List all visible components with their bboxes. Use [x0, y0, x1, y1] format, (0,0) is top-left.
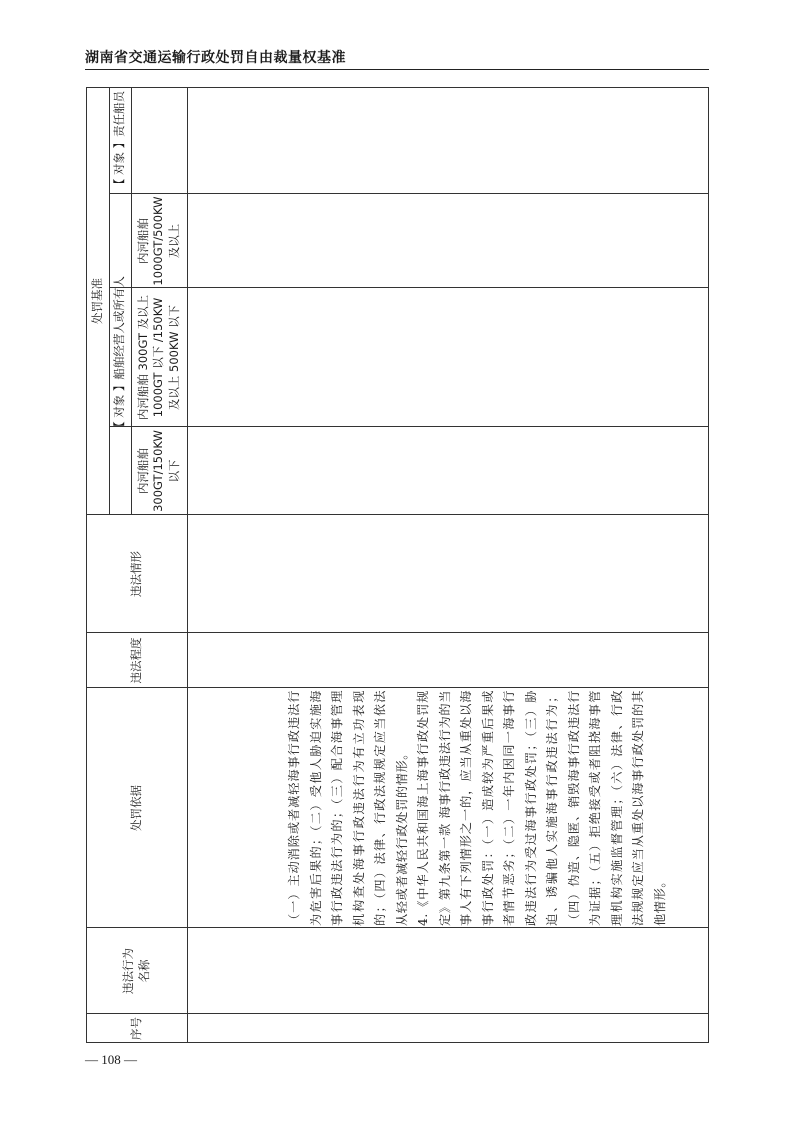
header-basis: 处罚依据 — [128, 785, 143, 831]
penalty-basis-text — [284, 688, 667, 928]
table-border-bottom — [708, 87, 709, 1043]
target-owner-label: 【 对象 】船舶经营人或所有人 — [112, 276, 127, 433]
header-violation-name: 违法行为名称 — [120, 948, 151, 994]
document-header-title: 湖南省交通运输行政处罚自由裁量权基准 — [85, 50, 346, 66]
standard-col-divider-1 — [109, 426, 709, 427]
penalty-standard-table — [86, 87, 709, 1043]
header-degree: 违法程度 — [128, 637, 143, 684]
standard-col-small-vessel: 内河船舶300GT/150KW以下 — [135, 430, 181, 512]
table-border-right — [86, 87, 709, 88]
page-number: — 108 — — [85, 1052, 137, 1067]
standard-col-medium-vessel: 内河船舶 300GT 及以上 1000GT 以下 /150KW 及以上 500KW 以下 — [135, 294, 181, 421]
standard-col-divider-2 — [109, 287, 709, 288]
basis-paragraph: （一）主动消除或者减轻海事行政违法行为危害后果的；（二）受他人胁迫实施海事行政违法行为的；（三）配合海事管理机构查处海事行政违法行为有立功表现的；（四）法律、行政法规规定应当依法从轻或者减轻行政处罚的情形。 — [287, 690, 409, 926]
header-column-divider — [187, 87, 188, 1043]
header-seq: 序号 — [128, 1017, 143, 1040]
target-crew-label: 【 对象 】责任船员 — [112, 90, 127, 191]
standard-col-divider-3 — [109, 193, 709, 194]
header-circumstances: 违法情形 — [128, 551, 143, 597]
basis-paragraph: 4.《中华人民共和国海上海事行政处罚规定》第九条第一款 海事行政违法行为的当事人有下列情形之一的，应当从重处以海事行政处罚：（一）造成较为严重后果或者情节恶劣；（二）一年内因同一海事行政违法行为受过海事行政处罚；（三）胁迫、诱骗他人实施海事行政违法行为；（四）伪造、隐匿、销毁海事行政违法行为证据；（五）拒绝接受或者阻挠海事管理机构实施监督管理；（六）法律、行政法规规定应当从重处以海事行政处罚的其他情形。 — [416, 690, 667, 926]
header-penalty-standard: 处罚基准 — [89, 278, 104, 324]
standard-col-large-vessel: 内河船舶1000GT/500KW及以上 — [135, 196, 181, 286]
header-divider — [85, 69, 709, 70]
